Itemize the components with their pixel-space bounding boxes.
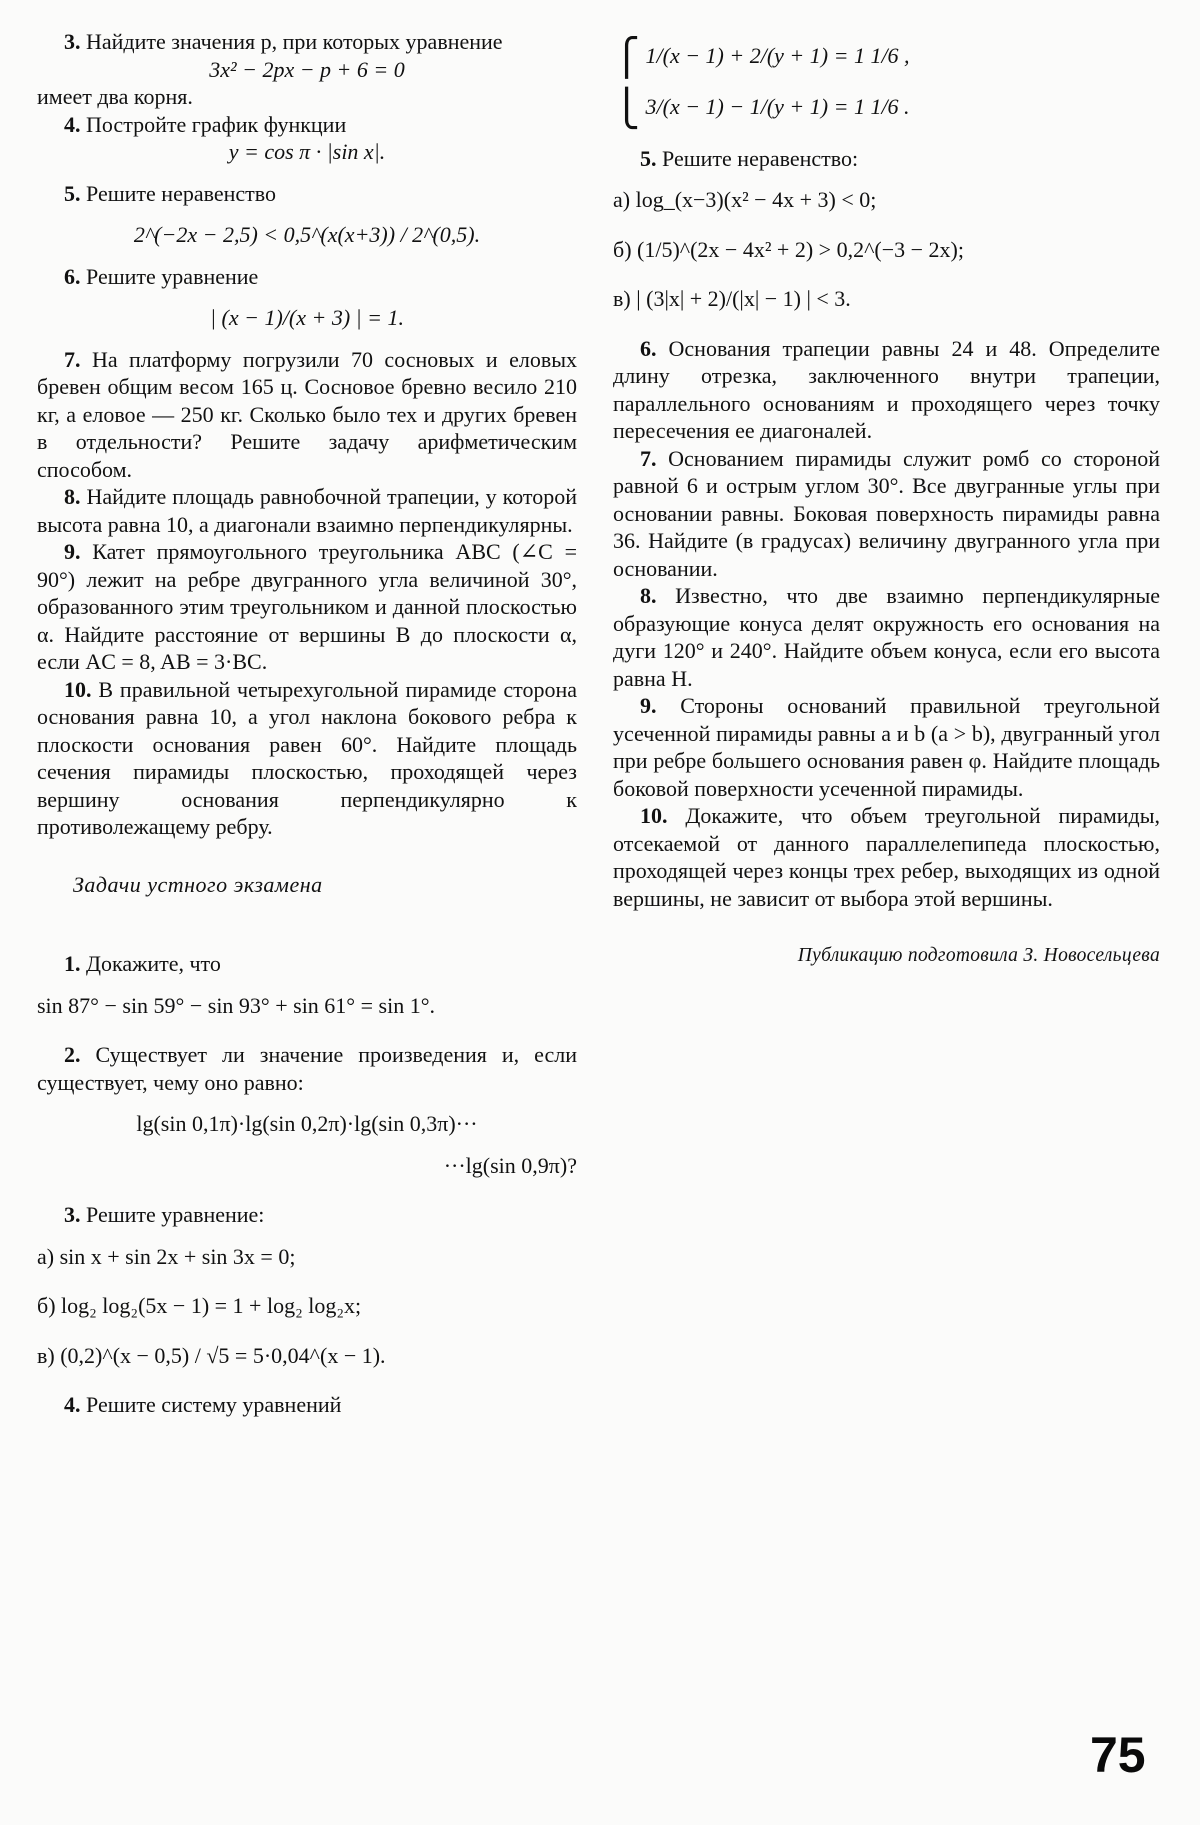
system-line-1: ⎧ 1/(x − 1) + 2/(y + 1) = 1 1/6 , bbox=[613, 37, 910, 78]
spacer bbox=[37, 1320, 577, 1342]
publication-credit: Публикацию подготовила З. Новосельцева bbox=[797, 945, 1160, 967]
system-line-2: ⎩ 3/(x − 1) − 1/(y + 1) = 1 1/6 . bbox=[613, 88, 910, 129]
problem-9: 9. Катет прямоугольного треугольника ABC (∠C = 90°) лежит на ребре двугранного угла величиной 30°, образованного этим треугольником и данной плоскостью α. Найдите расстояние от вершины B до плоскости α, если AC = 8, AB = 3·BC. bbox=[37, 539, 577, 674]
oral-problem-1: 1. Докажите, что bbox=[64, 951, 221, 976]
formula-o3c: в) (0,2)^(x − 0,5) / √5 = 5·0,04^(x − 1). bbox=[37, 1342, 386, 1368]
formula-4: y = cos π · |sin x|. bbox=[228, 139, 386, 164]
oral-problem-7: 7. Основанием пирамиды служит ромб со стороной равной 6 и острым углом 30°. Все двугранные углы при основании равны. Боковая поверхность пирамиды равна 36. Найдите (в градусах) величину двугранного угла при основании. bbox=[613, 445, 1161, 581]
page-number: 75 bbox=[1090, 1727, 1146, 1783]
brace-glyph: ⎧ bbox=[613, 37, 640, 78]
spacer bbox=[613, 28, 1160, 42]
spacer bbox=[613, 263, 1160, 285]
spacer bbox=[37, 978, 577, 992]
oral-problem-5: 5. Решите неравенство: bbox=[640, 145, 859, 171]
oral-problem-4: 4. Решите систему уравнений bbox=[64, 1392, 342, 1417]
problem-6: 6. Решите уравнение bbox=[64, 263, 259, 289]
formula-o1: sin 87° − sin 59° − sin 93° + sin 61° = sin 1°. bbox=[37, 992, 435, 1018]
spacer bbox=[37, 166, 577, 180]
formula-5: 2^(−2x − 2,5) < 0,5^(x(x+3)) / 2^(0,5). bbox=[133, 222, 481, 247]
formula-o3b: б) log₂ log₂(5x − 1) = 1 + log₂ log₂x; bbox=[37, 1293, 362, 1318]
oral-problem-3: 3. Решите уравнение: bbox=[64, 1202, 265, 1227]
spacer bbox=[37, 1270, 577, 1292]
right-column bbox=[613, 28, 1160, 970]
brace-glyph: ⎩ bbox=[613, 88, 640, 129]
oral-problem-9: 9. Стороны оснований правильной треугольной усеченной пирамиды равны a и b (a > b), двугранный угол при ребре большего основания равен φ. Найдите площадь боковой поверхности усеченной пирамиды. bbox=[613, 693, 1160, 801]
section-heading: Задачи устного экзамена bbox=[73, 871, 323, 897]
spacer bbox=[613, 214, 1160, 236]
problem-5: 5. Решите неравенство bbox=[64, 180, 277, 206]
formula-o5c: в) | (3|x| + 2)/(|x| − 1) | < 3. bbox=[613, 286, 851, 312]
formula-o2b: ···lg(sin 0,9π)? bbox=[443, 1152, 577, 1178]
problem-3: 3. Найдите значения p, при которых уравнение bbox=[64, 29, 503, 54]
spacer bbox=[37, 249, 577, 263]
spacer bbox=[37, 290, 577, 304]
formula-6: | (x − 1)/(x + 3) | = 1. bbox=[209, 305, 405, 330]
spacer bbox=[613, 123, 1160, 145]
problem-8: 8. Найдите площадь равнобочной трапеции, у которой высота равна 10, а диагонали взаимно перпендикулярны. bbox=[37, 484, 577, 537]
spacer bbox=[613, 313, 1160, 335]
problem-3-tail: имеет два корня. bbox=[37, 84, 193, 109]
spacer bbox=[37, 1179, 577, 1201]
spacer bbox=[37, 1369, 577, 1391]
spacer bbox=[37, 1229, 577, 1243]
formula-3: 3x² − 2px − p + 6 = 0 bbox=[209, 56, 405, 82]
formula-o3a: а) sin x + sin 2x + sin 3x = 0; bbox=[37, 1243, 296, 1269]
spacer bbox=[37, 1019, 577, 1041]
problem-4: 4. Постройте график функции bbox=[64, 111, 347, 137]
oral-problem-6: 6. Основания трапеции равны 24 и 48. Определите длину отрезка, заключенного внутри трапеции, параллельного основаниям и проходящего через точку пересечения ее диагоналей. bbox=[613, 335, 1161, 444]
spacer bbox=[37, 1096, 577, 1110]
formula-o5a: а) log_(x−3)(x² − 4x + 3) < 0; bbox=[613, 187, 877, 213]
spacer bbox=[37, 207, 577, 221]
oral-problem-10: 10. Докажите, что объем треугольной пирамиды, отсекаемой от данного параллелепипеда плоскостью, проходящей через концы трех ребер, выходящих из одной вершины, не зависит от выбора этой вершины. bbox=[613, 803, 1161, 911]
spacer bbox=[613, 71, 1160, 93]
problem-7: 7. На платформу погрузили 70 сосновых и еловых бревен общим весом 165 ц. Сосновое бревно весило 210 кг, а еловое — 250 кг. Сколько было тех и других бревен в отдельности? Решите задачу арифметическим способом. bbox=[37, 346, 577, 482]
spacer bbox=[613, 172, 1160, 186]
oral-problem-2: 2. Существует ли значение произведения и, если существует, чему оно равно: bbox=[37, 1042, 578, 1095]
oral-problem-8: 8. Известно, что две взаимно перпендикулярные образующие конуса делят окружность его основания на дуги 120° и 240°. Найдите объем конуса, если его высота равна H. bbox=[613, 583, 1160, 691]
spacer bbox=[37, 1138, 577, 1152]
formula-o5b: б) (1/5)^(2x − 4x² + 2) > 0,2^(−3 − 2x); bbox=[613, 236, 964, 262]
problem-10: 10. В правильной четырехугольной пирамиде сторона основания равна 10, а угол наклона бокового ребра к плоскости основания равен 60°. Найдите площадь сечения пирамиды плоскостью, проходящей через вершину основания перпендикулярно к противолежащему ребру. bbox=[37, 676, 577, 839]
spacer bbox=[37, 332, 577, 346]
formula-o2a: lg(sin 0,1π)·lg(sin 0,2π)·lg(sin 0,3π)··· bbox=[136, 1111, 478, 1136]
left-column bbox=[37, 28, 577, 1419]
